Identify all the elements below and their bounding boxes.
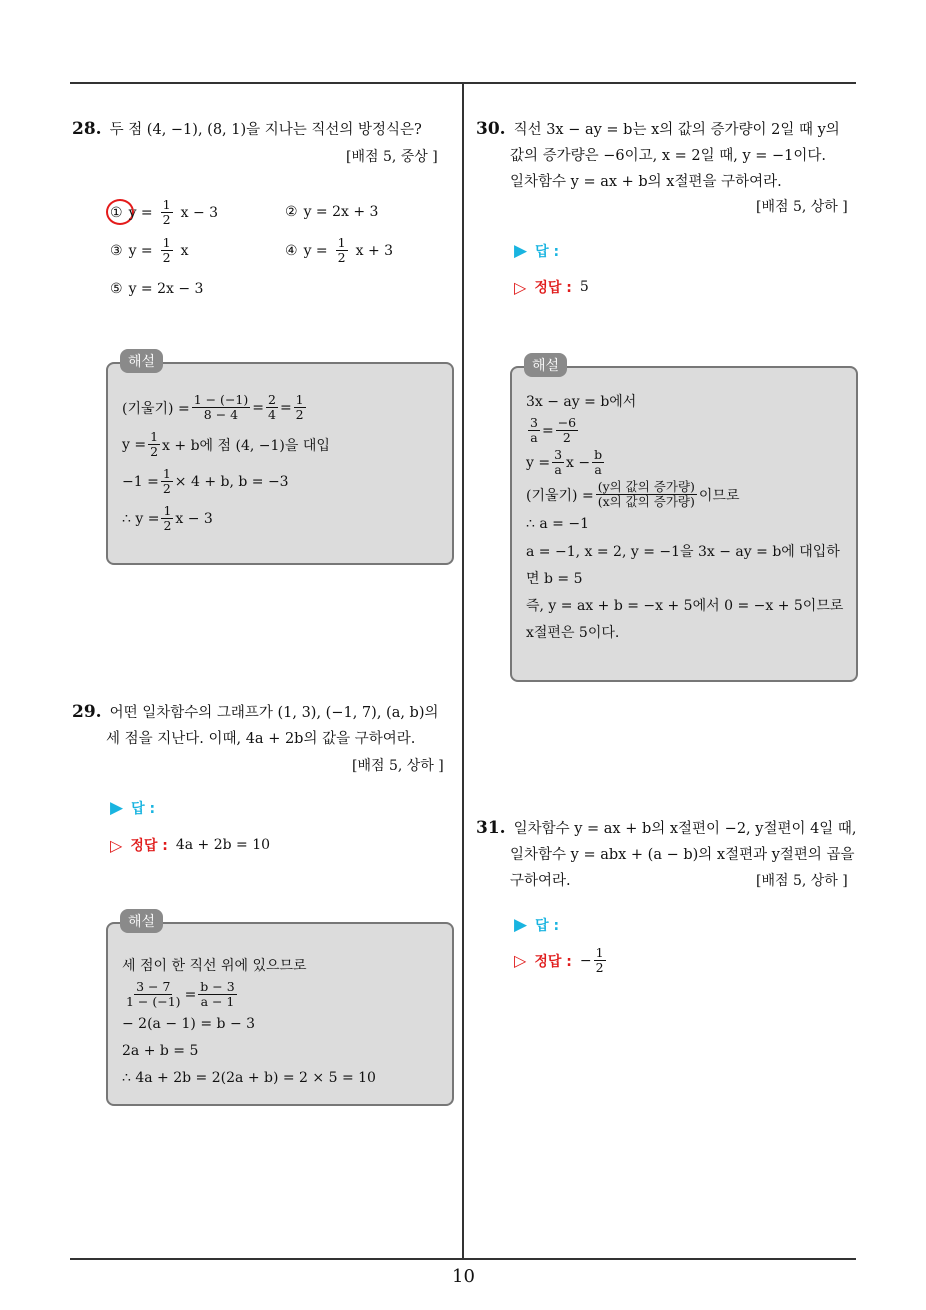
play-outline-icon: ▷ (110, 835, 123, 855)
q28-choice-4[interactable]: ④ y = $\frac{1}{2}$ x + 3 (285, 235, 394, 265)
page-number: 10 (452, 1266, 475, 1287)
column-divider (462, 82, 464, 1260)
q30-sol-line-8: 즉, y = ax + b = −x + 5에서 0 = −x + 5이므로 (526, 598, 844, 614)
q30-key-line: ▷ 정답 : 5 (514, 277, 589, 297)
play-icon: ▶ (514, 241, 528, 261)
q29-sol-line-3: − 2(a − 1) = b − 3 (122, 1016, 256, 1032)
q30-answer-line[interactable]: ▶ 답 : (514, 241, 560, 261)
bottom-rule (70, 1258, 856, 1260)
q30-sol-line-2: $\frac{3}{a}$ = $\frac{-6}{2}$ (530, 415, 577, 445)
q30-sol-line-5: ∴ a = −1 (526, 516, 589, 532)
q30-sol-line-1: 3x − ay = b에서 (526, 394, 637, 410)
q28-question (72, 116, 452, 143)
q31-answer-line[interactable]: ▶ 답 : (514, 915, 560, 935)
q29-question: 29. 어떤 일차함수의 그래프가 (1, 3), (−1, 7), (a, b)의 세 점을 지난다. 이때, 4a + 2b의 값을 구하여라. (72, 702, 439, 747)
q29-key-line: ▷ 정답 : 4a + 2b = 10 (110, 835, 271, 855)
q30-solution-tag: 해설 (524, 353, 567, 377)
q30-sol-line-4: (기울기) = $\frac{\text{(y의 값의 증가량)}}{\text{(x의 값의 증가량)}}$ 이므로 (526, 479, 740, 509)
play-icon: ▶ (110, 798, 124, 818)
play-outline-icon: ▷ (514, 277, 527, 297)
q29-sol-line-5: ∴ 4a + 2b = 2(2a + b) = 2 × 5 = 10 (122, 1070, 376, 1086)
q28-choice-1[interactable]: ① y = $\frac{1}{2}$ x − 3 (110, 197, 219, 227)
q28-solution-box (106, 362, 454, 565)
q30-sol-line-7: 면 b = 5 (526, 571, 583, 587)
q29-sol-line-4: 2a + b = 5 (122, 1043, 199, 1059)
q30-meta: [배점 5, 상하 ] (756, 199, 848, 215)
q28-text: 두 점 (4, −1), (8, 1)을 지나는 직선의 방정식은? (109, 122, 422, 138)
q29-solution-box (106, 922, 454, 1106)
q30-sol-line-6: a = −1, x = 2, y = −1을 3x − ay = b에 대입하 (526, 544, 840, 560)
q29-solution-tag: 해설 (120, 909, 163, 933)
q28-choice-2[interactable]: ② y = 2x + 3 (285, 204, 379, 220)
q31-key-line: ▷ 정답 : − $\frac{1}{2}$ (514, 945, 604, 975)
q28-choice-5[interactable]: ⑤ y = 2x − 3 (110, 281, 204, 297)
q31-number: 31. (476, 818, 506, 838)
q28-sol-line-1: (기울기) = $\frac{1 - (-1)}{8 - 4}$ = $\frac{2}{4}$ = $\frac{1}{2}$ (122, 392, 304, 422)
q30-sol-line-3: y = $\frac{3}{a}$ x − $\frac{b}{a}$ (526, 447, 603, 477)
q29-number: 29. (72, 702, 102, 722)
q29-answer-line[interactable]: ▶ 답 : (110, 798, 156, 818)
q28-meta: [배점 5, 중상 ] (346, 149, 438, 165)
q28-sol-line-2: y = $\frac{1}{2}$ x + b에 점 (4, −1)을 대입 (122, 429, 330, 459)
q28-sol-line-3: −1 = $\frac{1}{2}$ × 4 + b, b = −3 (122, 466, 289, 496)
q30-solution-box (510, 366, 858, 682)
q30-sol-line-9: x절편은 5이다. (526, 625, 620, 641)
q28-solution-tag: 해설 (120, 349, 163, 373)
q28-number: 28. (72, 119, 102, 139)
q29-sol-line-1: 세 점이 한 직선 위에 있으므로 (122, 958, 307, 974)
q28-sol-line-4: ∴ y = $\frac{1}{2}$ x − 3 (122, 503, 213, 533)
q30-question: 30. 직선 3x − ay = b는 x의 값의 증가량이 2일 때 y의 값의 증가량은 −6이고, x = 2일 때, y = −1이다. 일차함수 y = ax + b의 x절편을 구하여라. (476, 119, 840, 190)
q31-question: 31. 일차함수 y = ax + b의 x절편이 −2, y절편이 4일 때, 일차함수 y = abx + (a − b)의 x절편과 y절편의 곱을 구하여라. (476, 818, 857, 889)
q29-meta: [배점 5, 상하 ] (352, 758, 444, 774)
q31-meta: [배점 5, 상하 ] (756, 873, 848, 889)
q28-choice-3[interactable]: ③ y = $\frac{1}{2}$ x (110, 235, 189, 265)
q29-sol-line-2: $\frac{3 - 7}{1 - (-1)}$ = $\frac{b - 3}{a - 1}$ (126, 979, 235, 1009)
play-outline-icon: ▷ (514, 951, 527, 970)
q30-number: 30. (476, 119, 506, 139)
play-icon: ▶ (514, 915, 528, 935)
